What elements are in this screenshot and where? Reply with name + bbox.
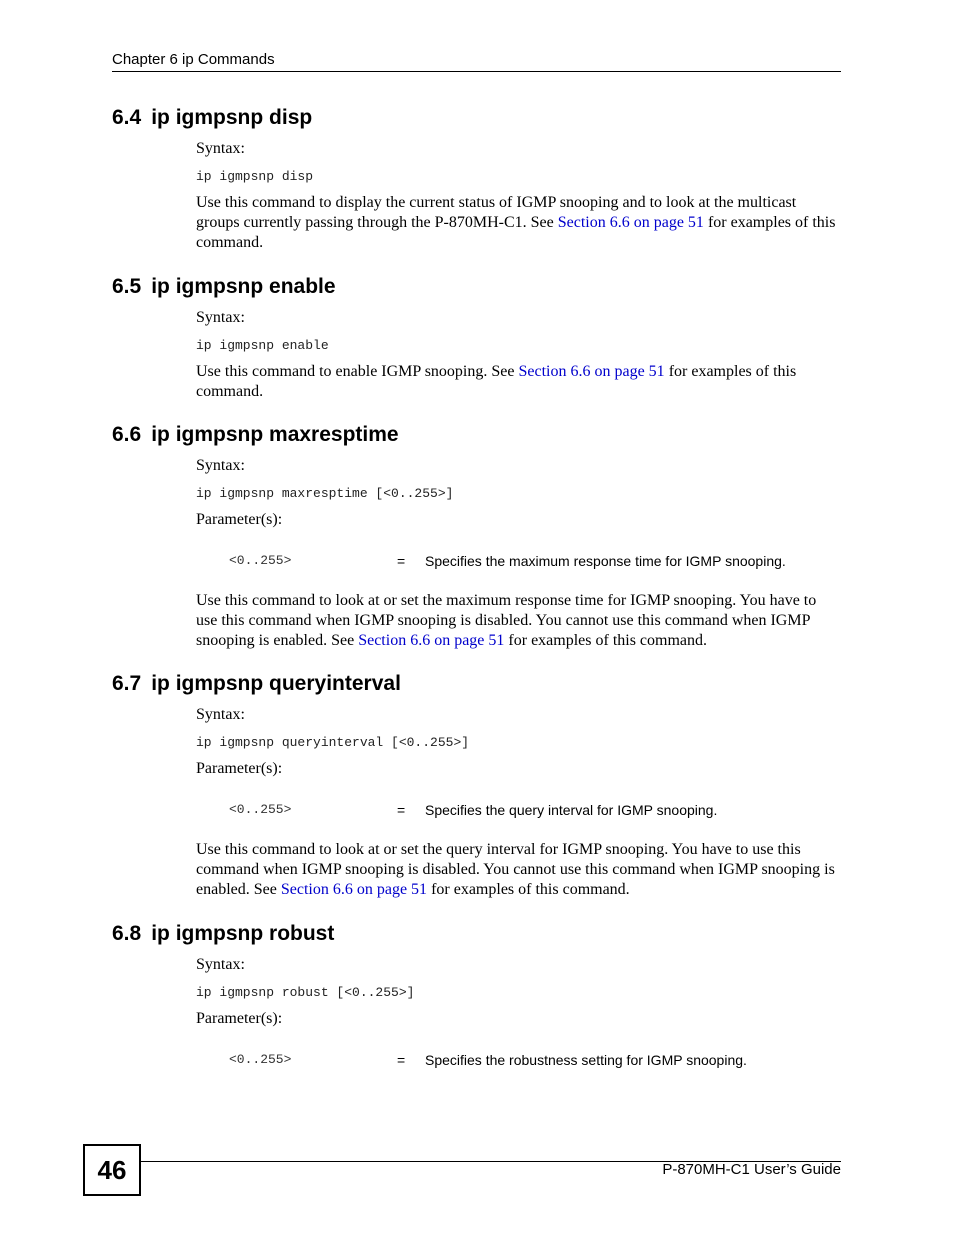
section-heading: 6.5 ip igmpsnp enable — [112, 275, 336, 298]
syntax-label: Syntax: — [196, 956, 245, 973]
description-paragraph: Use this command to display the current status of IGMP snooping and to look at the multicast groups currently passing through the P-870MH-C1. See Section 6.6 on page 51 for examples of this command. — [196, 194, 836, 251]
section-heading: 6.8 ip igmpsnp robust — [112, 922, 335, 945]
parameters-label: Parameter(s): — [196, 1010, 283, 1027]
syntax-code: ip igmpsnp queryinterval [<0..255>] — [196, 735, 470, 750]
syntax-label: Syntax: — [196, 309, 245, 326]
parameter-description: Specifies the maximum response time for IGMP snooping. — [425, 553, 786, 569]
section-link[interactable]: Section 6.6 on page 51 — [557, 214, 704, 231]
parameter-description: Specifies the robustness setting for IGMP snooping. — [425, 1052, 747, 1068]
description-paragraph: Use this command to look at or set the query interval for IGMP snooping. You have to use this command when IGMP snooping is disabled. You cannot use this command when IGMP snooping is enabled. See Section 6.6 on page 51 for examples of this command. — [196, 841, 835, 898]
syntax-code: ip igmpsnp disp — [196, 169, 314, 184]
section-link[interactable]: Section 6.6 on page 51 — [518, 363, 665, 380]
section-link[interactable]: Section 6.6 on page 51 — [358, 632, 505, 649]
parameter-description: Specifies the query interval for IGMP snooping. — [425, 802, 718, 818]
syntax-label: Syntax: — [196, 140, 245, 157]
parameter-name: <0..255> — [229, 1052, 292, 1067]
syntax-code: ip igmpsnp robust [<0..255>] — [196, 985, 415, 1000]
section-heading: 6.7 ip igmpsnp queryinterval — [112, 672, 401, 695]
page-number: 46 — [83, 1144, 141, 1196]
guide-title: P-870MH-C1 User’s Guide — [662, 1161, 841, 1178]
parameters-label: Parameter(s): — [196, 760, 283, 777]
section-6-8 — [112, 922, 842, 1070]
section-heading: 6.6 ip igmpsnp maxresptime — [112, 423, 399, 446]
description-paragraph: Use this command to look at or set the maximum response time for IGMP snooping. You have to use this command when IGMP snooping is disabled. You cannot use this command when IGMP snooping is enabled. See Section 6.6 on page 51 for examples of this command. — [196, 592, 817, 649]
parameters-label: Parameter(s): — [196, 511, 283, 528]
syntax-code: ip igmpsnp enable — [196, 338, 329, 353]
section-6-6 — [112, 423, 842, 651]
section-6-4 — [112, 106, 842, 253]
syntax-label: Syntax: — [196, 706, 245, 723]
syntax-code: ip igmpsnp maxresptime [<0..255>] — [196, 486, 454, 501]
section-link[interactable]: Section 6.6 on page 51 — [280, 881, 428, 898]
section-heading: 6.4 ip igmpsnp disp — [112, 106, 313, 129]
parameter-name: <0..255> — [229, 802, 292, 817]
syntax-label: Syntax: — [196, 457, 245, 474]
section-6-7 — [112, 672, 842, 900]
parameter-name: <0..255> — [229, 553, 292, 568]
section-6-5 — [112, 275, 842, 402]
parameter-row: <0..255> = Specifies the robustness setting for IGMP snooping. — [229, 1052, 747, 1068]
description-paragraph: Use this command to enable IGMP snooping. See Section 6.6 on page 51 for examples of this command. — [196, 363, 797, 400]
parameter-row: <0..255> = Specifies the query interval for IGMP snooping. — [229, 802, 718, 818]
parameter-row: <0..255> = Specifies the maximum response time for IGMP snooping. — [229, 553, 786, 569]
running-header: Chapter 6 ip Commands — [112, 51, 841, 72]
